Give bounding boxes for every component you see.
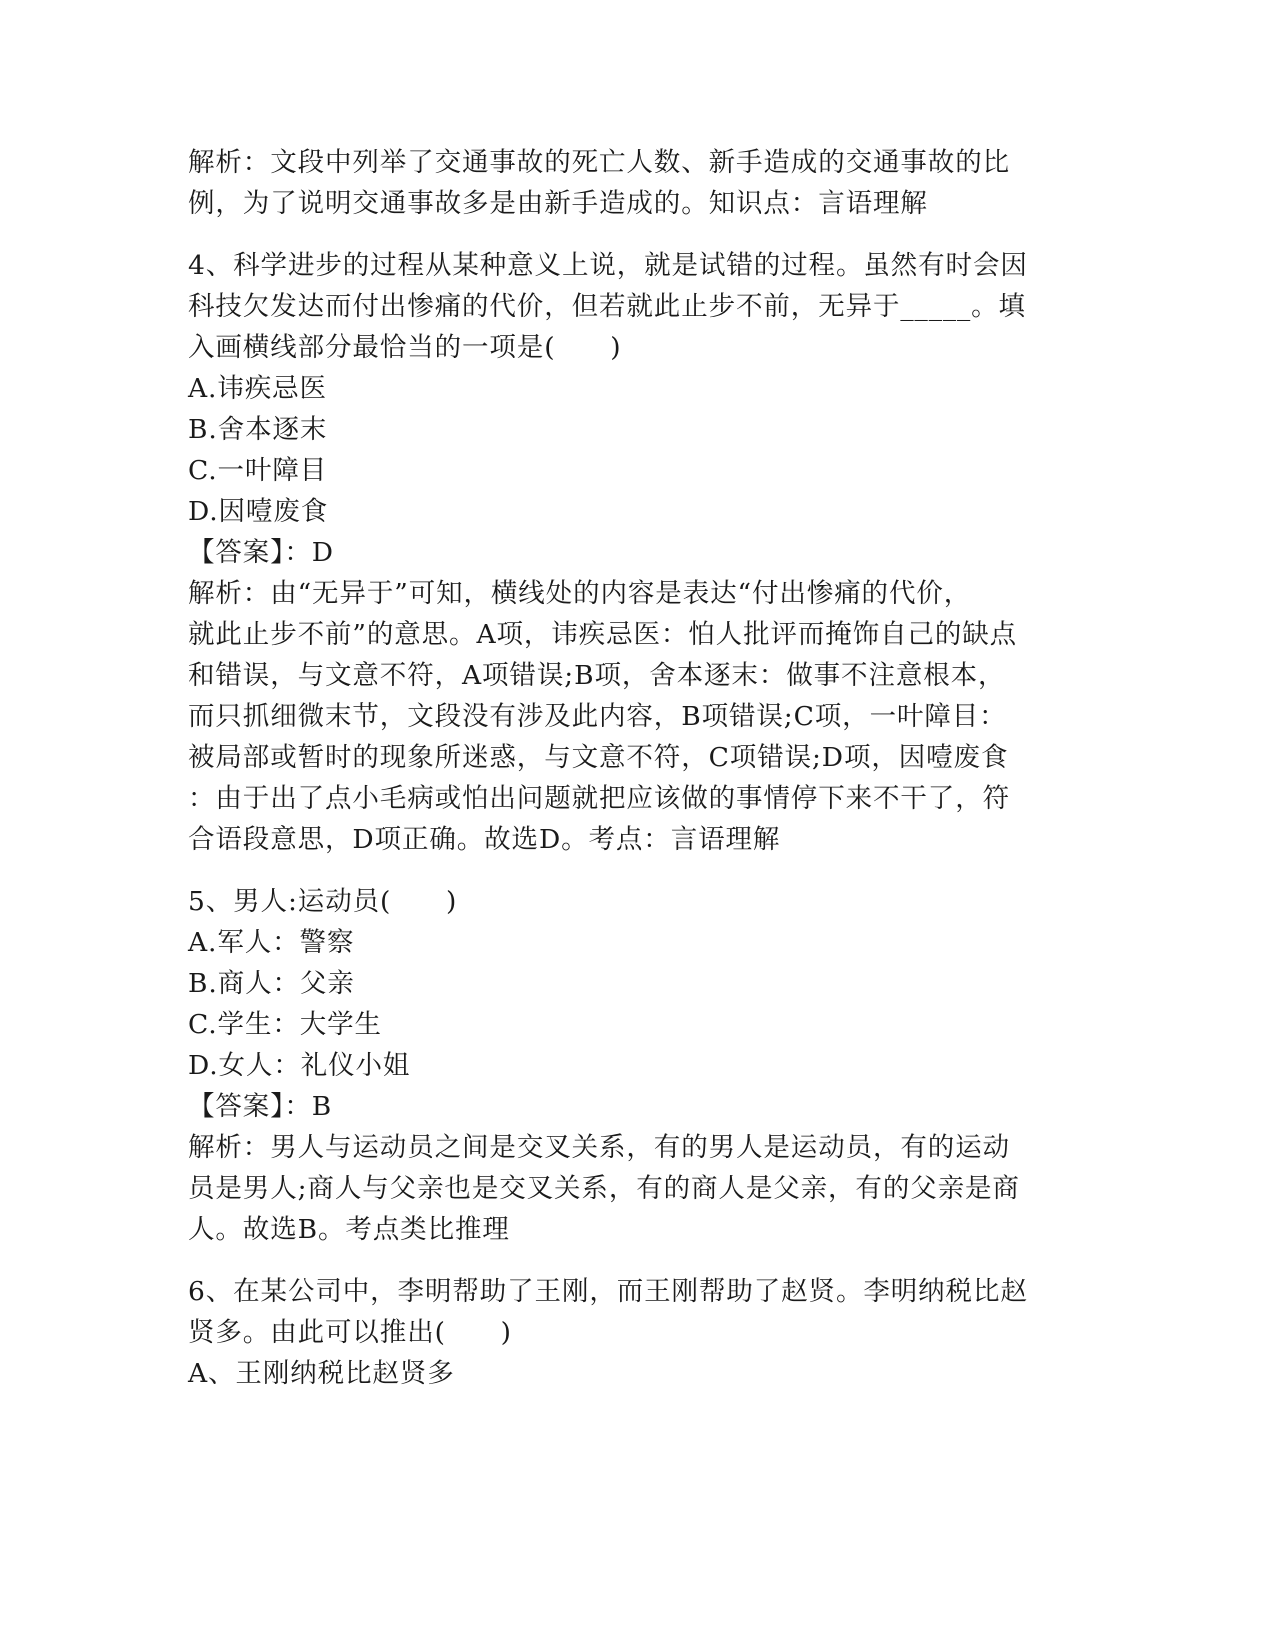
q5-option-c: C.学生：大学生: [188, 1009, 382, 1040]
q5-option-a: A.军人：警察: [188, 927, 355, 958]
q5-answer: 【答案】：B: [188, 1091, 333, 1122]
q4-explanation-line-3: 和错误，与文意不符，A项错误;B项，舍本逐末：做事不注意根本，: [188, 660, 1006, 691]
q4-explanation-line-5: 被局部或暂时的现象所迷惑，与文意不符，C项错误;D项，因噎废食: [188, 742, 1009, 773]
q4-explanation-line-1: 解析：由“无异于”可知，横线处的内容是表达“付出惨痛的代价，: [188, 578, 972, 609]
q4-answer: 【答案】：D: [188, 537, 334, 568]
q5-stem: 5、男人:运动员( ): [188, 886, 458, 917]
q4-explanation-line-2: 就此止步不前”的意思。A项，讳疾忌医：怕人批评而掩饰自己的缺点: [188, 619, 1018, 650]
q6-stem-line-2: 贤多。由此可以推出( ): [188, 1317, 512, 1348]
q5-explanation-line-3: 人。故选B。考点类比推理: [188, 1214, 510, 1245]
q4-explanation-line-4: 而只抓细微末节，文段没有涉及此内容，B项错误;C项，一叶障目：: [188, 701, 1007, 732]
q4-option-c: C.一叶障目: [188, 455, 328, 486]
q4-explanation-line-6: ：由于出了点小毛病或怕出问题就把应该做的事情停下来不干了，符: [188, 783, 1010, 814]
q4-option-a: A.讳疾忌医: [188, 373, 327, 404]
q5-option-b: B.商人：父亲: [188, 968, 355, 999]
q4-option-d: D.因噎废食: [188, 496, 329, 527]
q5-option-d: D.女人：礼仪小姐: [188, 1050, 411, 1081]
q4-stem-line-3: 入画横线部分最恰当的一项是( ): [188, 332, 622, 363]
q6-stem-line-1: 6、在某公司中，李明帮助了王刚，而王刚帮助了赵贤。李明纳税比赵: [188, 1276, 1028, 1307]
q6-option-a: A、王刚纳税比赵贤多: [188, 1358, 455, 1389]
q4-stem-line-1: 4、科学进步的过程从某种意义上说，就是试错的过程。虽然有时会因: [188, 250, 1028, 281]
q4-explanation-line-7: 合语段意思，D项正确。故选D。考点：言语理解: [188, 824, 781, 855]
q4-option-b: B.舍本逐末: [188, 414, 328, 445]
q4-stem-line-2: 科技欠发达而付出惨痛的代价，但若就此止步不前，无异于_____。填: [188, 291, 1026, 322]
q5-explanation-line-2: 员是男人;商人与父亲也是交叉关系，有的商人是父亲，有的父亲是商: [188, 1173, 1020, 1204]
q3-explanation-line-2: 例，为了说明交通事故多是由新手造成的。知识点：言语理解: [188, 188, 928, 219]
q5-explanation-line-1: 解析：男人与运动员之间是交叉关系，有的男人是运动员，有的运动: [188, 1132, 1010, 1163]
q3-explanation-line-1: 解析：文段中列举了交通事故的死亡人数、新手造成的交通事故的比: [188, 147, 1010, 178]
